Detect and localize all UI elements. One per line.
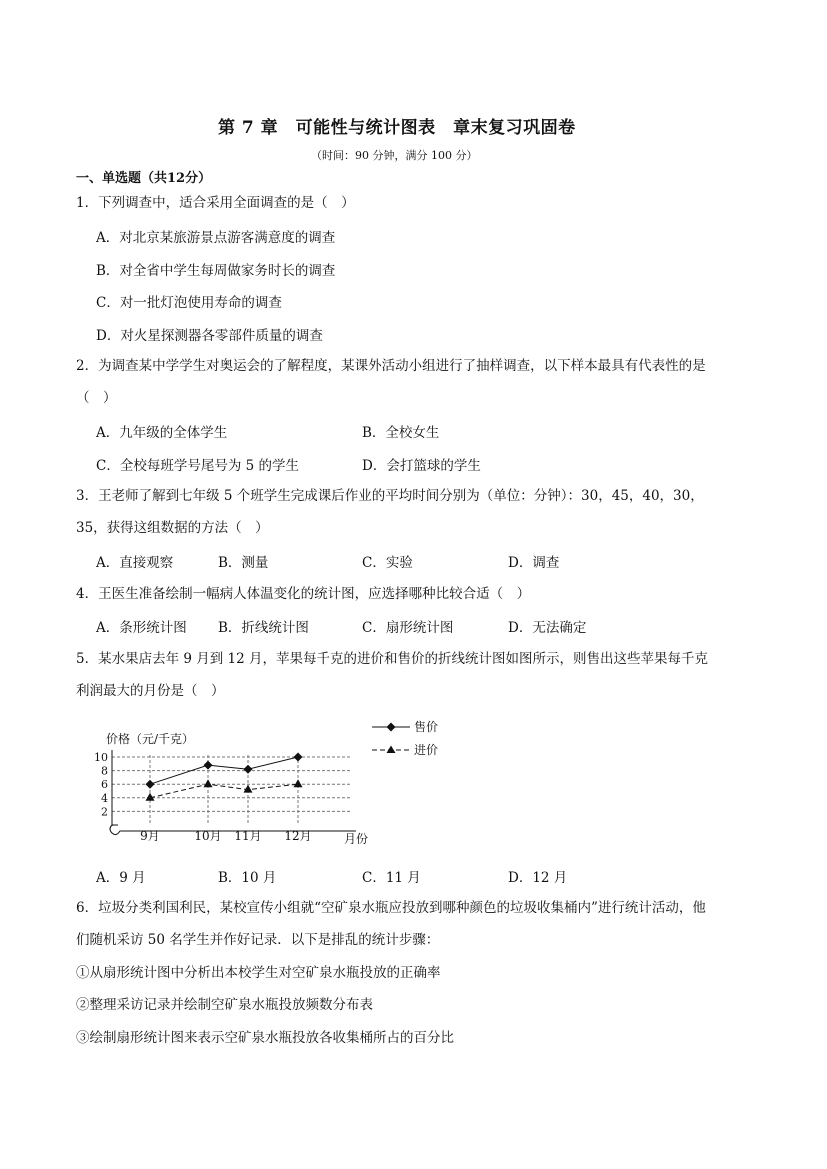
series-1-point-2: [244, 785, 253, 793]
question-4-option-c: C．扇形统计图: [362, 620, 454, 636]
y-tick-label-10: 10: [94, 751, 108, 764]
question-3-stem-line-2: 35，获得这组数据的方法（ ）: [76, 520, 269, 536]
question-1-option-d: D．对火星探测器各零部件质量的调查: [96, 328, 323, 344]
question-5-option-a: A．9 月: [96, 870, 146, 886]
series-0-point-3: [294, 753, 303, 762]
question-3-option-b: B．测量: [218, 555, 269, 571]
question-2-option-d: D．会打篮球的学生: [362, 458, 481, 474]
question-3-stem-line-1: 3．王老师了解到七年级 5 个班学生完成课后作业的平均时间分别为（单位：分钟）：30，45，40，30，: [76, 488, 704, 504]
question-2-option-b: B．全校女生: [362, 425, 440, 441]
legend-cost-label: 进价: [414, 743, 439, 757]
series-0-point-1: [204, 761, 213, 770]
legend-cost-marker: [387, 746, 396, 754]
y-tick-label-6: 6: [101, 778, 108, 792]
x-tick-label-0: 9月: [140, 829, 160, 843]
chart-axes: [110, 750, 356, 835]
x-tick-label-3: 12月: [284, 829, 312, 843]
question-2-option-a: A．九年级的全体学生: [96, 425, 228, 441]
question-2-stem-line-2: （ ）: [76, 390, 117, 406]
question-1-option-c: C．对一批灯泡使用寿命的调查: [96, 295, 282, 311]
question-1-stem: 1．下列调查中，适合采用全面调查的是（ ）: [76, 195, 355, 211]
question-4-option-b: B．折线统计图: [218, 620, 309, 636]
x-tick-label-2: 11月: [234, 829, 262, 843]
y-tick-label-8: 8: [101, 764, 108, 778]
y-tick-label-4: 4: [101, 791, 108, 805]
page-subtitle: （时间：90 分钟，满分 100 分）: [311, 149, 478, 162]
question-4-option-d: D．无法确定: [508, 620, 587, 636]
question-5-option-c: C．11 月: [362, 870, 421, 886]
page-title: 第 7 章 可能性与统计图表 章末复习巩固卷: [218, 118, 576, 138]
question-2-stem-line-1: 2．为调查某中学学生对奥运会的了解程度，某课外活动小组进行了抽样调查，以下样本最具有代表性的是: [76, 358, 706, 374]
chart-ticks: [94, 751, 312, 843]
chart-gridlines: [112, 755, 350, 825]
series-line-1: [150, 784, 298, 798]
section-heading: 一、单选题（共12分）: [76, 171, 212, 186]
series-1-point-1: [204, 779, 213, 787]
question-6-step-3: ③绘制扇形统计图来表示空矿泉水瓶投放各收集桶所占的百分比: [76, 1030, 454, 1046]
question-3-option-a: A．直接观察: [96, 555, 174, 571]
legend-sale-marker: [387, 723, 396, 732]
series-0-point-0: [146, 780, 155, 789]
chart-legend: [372, 719, 438, 757]
question-3-option-c: C．实验: [362, 555, 413, 571]
question-2-option-c: C．全校每班学号尾号为 5 的学生: [96, 458, 300, 474]
question-3-option-d: D．调查: [508, 555, 560, 571]
question-6-stem-line-1: 6．垃圾分类利国利民，某校宣传小组就“空矿泉水瓶应投放到哪种颜色的垃圾收集桶内”进行统计活动，他: [76, 900, 706, 916]
question-1-option-a: A．对北京某旅游景点游客满意度的调查: [96, 230, 336, 246]
question-5-stem-line-1: 5．某水果店去年 9 月到 12 月，苹果每千克的进价和售价的折线统计图如图所示，则售出这些苹果每千克: [76, 651, 709, 667]
question-5-stem-line-2: 利润最大的月份是（ ）: [76, 683, 225, 699]
series-1-point-3: [294, 779, 303, 787]
question-6-step-1: ①从扇形统计图中分析出本校学生对空矿泉水瓶投放的正确率: [76, 965, 441, 981]
legend-sale-label: 售价: [414, 720, 439, 734]
question-5-option-b: B．10 月: [218, 870, 277, 886]
series-0-point-2: [244, 765, 253, 774]
question-4-stem: 4．王医生准备绘制一幅病人体温变化的统计图，应选择哪种比较合适（ ）: [76, 586, 531, 602]
question-6-stem-line-2: 们随机采访 50 名学生并作好记录．以下是排乱的统计步骤：: [76, 932, 440, 948]
chart-series: [146, 753, 303, 801]
y-tick-label-2: 2: [101, 805, 108, 819]
question-6-step-2: ②整理采访记录并绘制空矿泉水瓶投放频数分布表: [76, 997, 373, 1013]
question-5-option-d: D．12 月: [508, 870, 568, 886]
question-4-option-a: A．条形统计图: [96, 620, 187, 636]
price-line-chart: [80, 710, 460, 855]
chart-x-axis-label: 月份: [344, 832, 369, 846]
question-1-option-b: B．对全省中学生每周做家务时长的调查: [96, 263, 336, 279]
x-tick-label-1: 10月: [194, 829, 222, 843]
chart-y-axis-label: 价格（元/千克）: [106, 732, 195, 746]
